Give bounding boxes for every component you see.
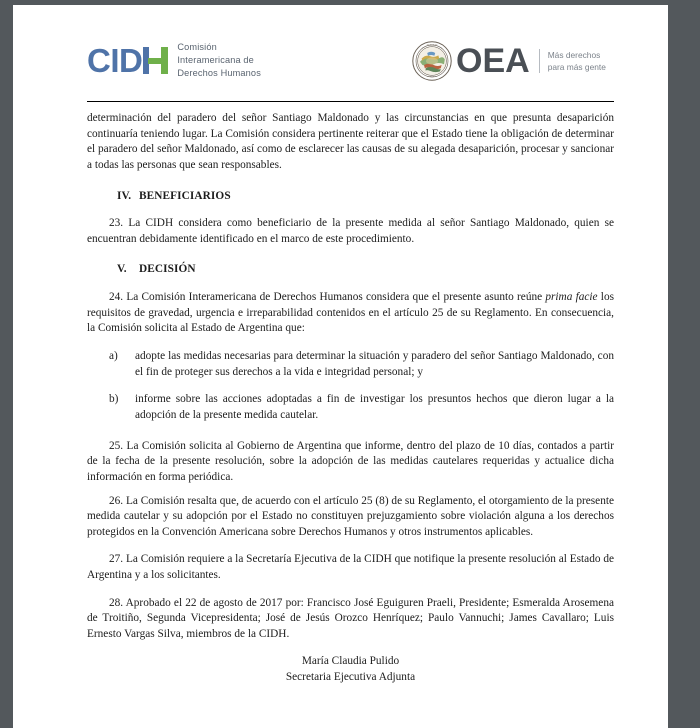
oea-tagline-line-1: Más derechos — [547, 49, 601, 60]
decision-item-b-text: informe sobre las acciones adoptadas a fin de investigar los presuntos hechos que dieron lugar a la adopción de la presente medida cautelar. — [135, 393, 614, 421]
paragraph-24 — [87, 290, 614, 337]
cidh-h-right-stem — [161, 47, 168, 74]
decision-item-a-label: a) — [109, 350, 118, 363]
oea-tagline — [539, 49, 606, 74]
cidh-logo-text — [177, 41, 261, 80]
paragraph-28: 28. Aprobado el 22 de agosto de 2017 por: Francisco José Eguiguren Praeli, Presidente; Esmeralda Arosemena de Troitiño, Segunda Vicepresidenta; José de Jesús Orozco Henríquez; Paulo Vannuchi; James Cavallaro; Luis Ernesto Vargas Silva, miembros de la CIDH. — [87, 596, 614, 641]
oea-tagline-line-2: para más gente — [547, 62, 606, 72]
paragraph-24-part-2: los requisitos de gravedad, urgencia e irreparabilidad contenidos en el artículo 25 de su Reglamento. En consecuencia, la Comisión solicita al Estado de Argentina que: — [87, 291, 614, 335]
section-v-title: DECISIÓN — [139, 263, 196, 276]
decision-item-a — [109, 349, 614, 380]
cidh-logo-line-3: Derechos Humanos — [177, 68, 261, 79]
section-iv-title: BENEFICIARIOS — [139, 189, 231, 202]
paragraph-24-italic-term: prima facie — [545, 291, 598, 304]
section-heading-v — [87, 262, 614, 278]
section-v-numeral: V. — [117, 263, 127, 276]
document-header — [13, 5, 668, 93]
cidh-logo-line-1: Comisión — [177, 42, 217, 52]
cidh-logo — [87, 41, 261, 80]
paragraph-24-part-1: 24. La Comisión Interamericana de Derechos Humanos considera que el presente asunto reúne — [109, 291, 546, 304]
paragraph-26: 26. La Comisión resalta que, de acuerdo con el artículo 25 (8) de su Reglamento, el otorgamiento de la presente medida cautelar y su adopción por el Estado no constituyen prejuzgamiento sobre violación alguna a los derechos protegidos en la Convención Americana sobre Derechos Humanos y otros instrumentos aplicables. — [87, 494, 614, 538]
cidh-logo-line-2: Interamericana de — [177, 55, 254, 66]
cidh-letter-h-icon — [143, 47, 168, 74]
header-divider — [87, 101, 614, 102]
signatory-name: María Claudia Pulido — [301, 655, 400, 667]
section-iv-numeral: IV. — [117, 189, 132, 202]
signatory-title: Secretaria Ejecutiva Adjunta — [285, 671, 416, 684]
oea-wordmark: OEA — [456, 42, 530, 80]
section-heading-iv — [87, 189, 614, 205]
oea-seal-icon — [412, 41, 452, 81]
intro-paragraph: determinación del paradero del señor Santiago Maldonado y las circunstancias en que presunta desaparición continuaría teniendo lugar. La Comisión considera pertinente reiterar que el Estado tiene la obligación de determinar el paradero del señor Maldonado, así como de esclarecer las causas de su alegada desaparición, procesar y sancionar a todas las personas que sean responsables. — [87, 112, 614, 171]
decision-item-b-label: b) — [109, 393, 119, 406]
svg-text:* * * * * * *: * * * * * * * — [426, 44, 438, 48]
signature-block — [87, 653, 614, 685]
decision-item-a-text: adopte las medidas necesarias para determinar la situación y paradero del señor Santiago Maldonado, con el fin de proteger sus derechos a la vida e integridad personal; y — [135, 350, 614, 378]
decision-item-b — [109, 392, 614, 423]
document-body — [87, 111, 614, 643]
oea-logo — [412, 41, 606, 81]
paragraph-23: 23. La CIDH considera como beneficiario de la presente medida al señor Santiago Maldonado, quien se encuentran debidamente identificado en el marco de este procedimiento. — [87, 217, 614, 245]
cidh-wordmark — [87, 42, 168, 80]
document-page — [13, 5, 668, 728]
paragraph-25: 25. La Comisión solicita al Gobierno de Argentina que informe, dentro del plazo de 10 días, contados a partir de la fecha de la presente resolución, sobre la adopción de las medidas cautelares requeridas y actualice dicha información en forma periódica. — [87, 439, 614, 483]
cidh-letters-cid: CID — [87, 42, 143, 80]
svg-text:* * * * * * *: * * * * * * * — [426, 76, 438, 80]
paragraph-27: 27. La Comisión requiere a la Secretaría Ejecutiva de la CIDH que notifique la presente resolución al Estado de Argentina y a los solicitantes. — [87, 553, 614, 582]
